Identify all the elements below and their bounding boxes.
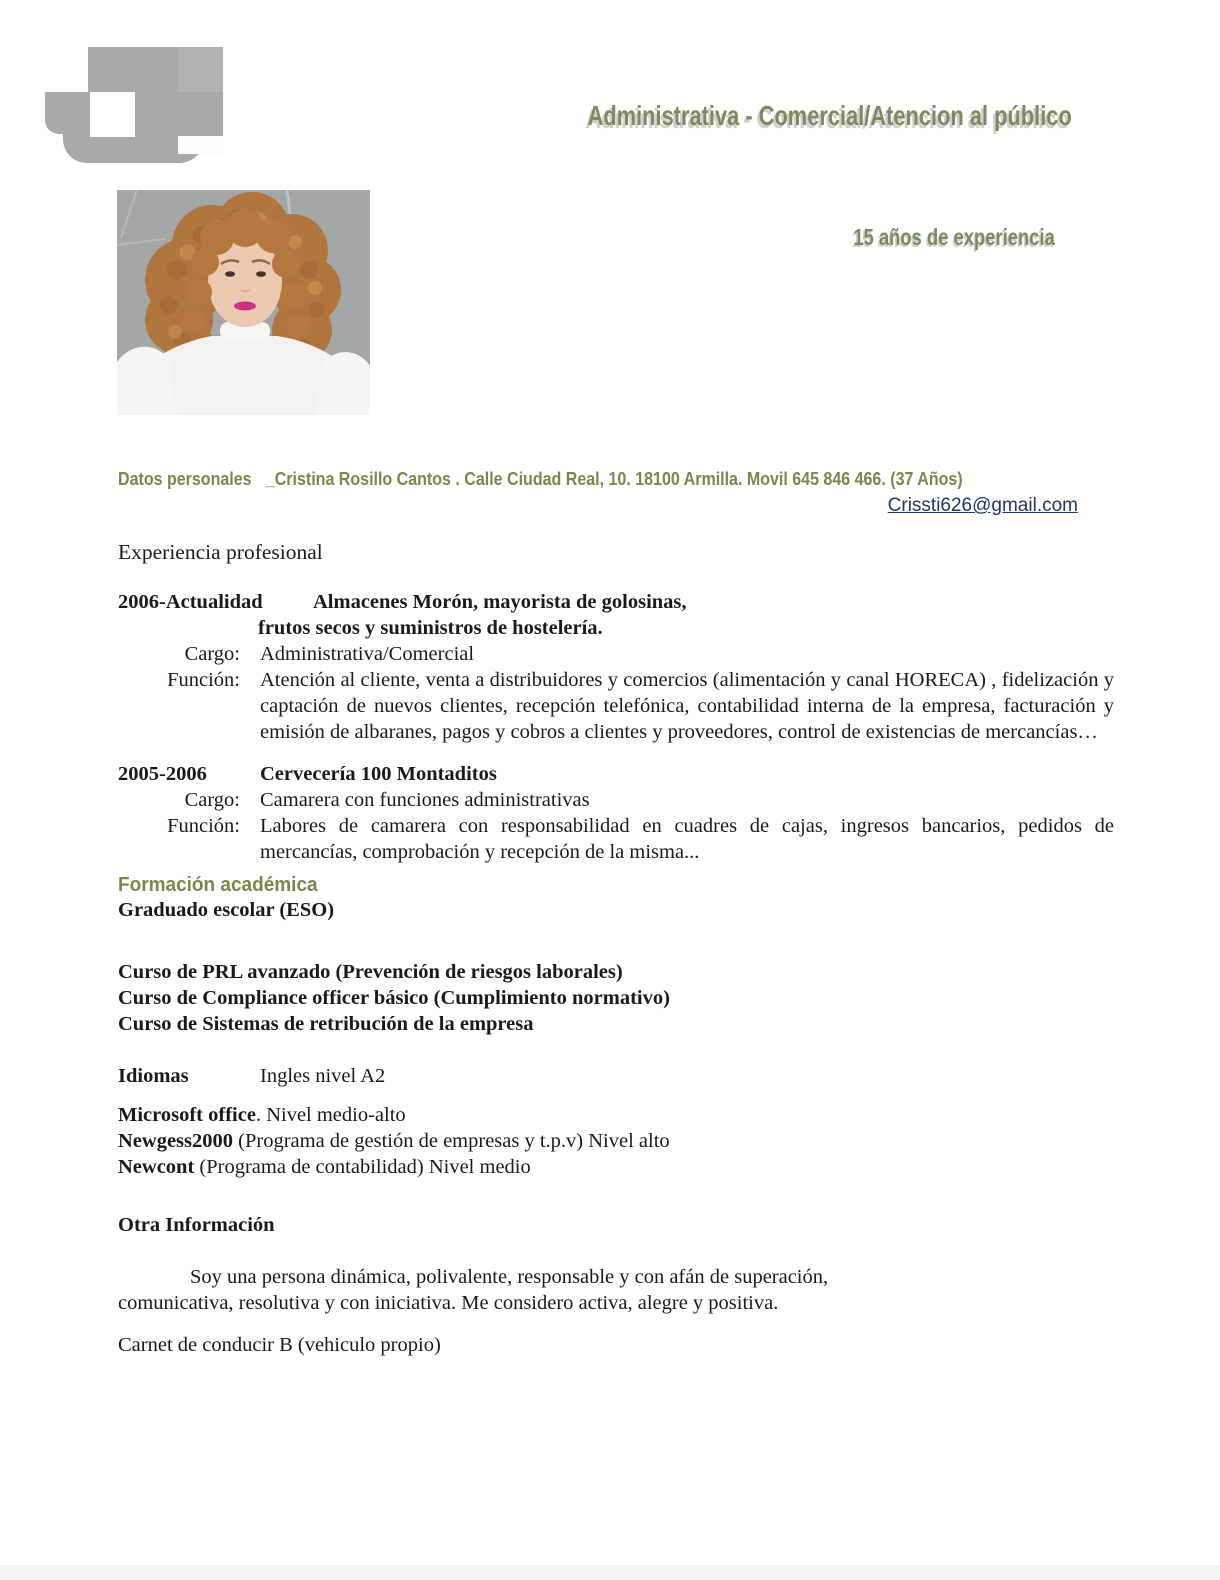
- job1-funcion-value: Atención al cliente, venta a distribuidores y comercios (alimentación y canal HORECA) , fidelización y captación de nuevos clientes, recepción telefónica, contabilidad interna de la empresa, facturación y emisión de albaranes, pagos y cobros a clientes y proveedores, control de existencias de mercancías…: [260, 669, 1114, 743]
- course-item: Curso de PRL avanzado (Prevención de riesgos laborales): [118, 961, 623, 983]
- driving-license-line: Carnet de conducir B (vehiculo propio): [118, 1334, 441, 1356]
- job2-funcion-value: Labores de camarera con responsabilidad en cuadres de cajas, ingresos bancarios, pedidos de mercancías, comprobación y recepción de la misma...: [260, 815, 1114, 863]
- job2-period: 2005-2006: [118, 763, 207, 785]
- experience-tagline: 15 años de experiencia: [853, 224, 1055, 250]
- software-item: [118, 1128, 1114, 1154]
- job1-company-line1: Almacenes Morón, mayorista de golosinas,: [313, 591, 687, 613]
- email-link[interactable]: Crissti626@gmail.com: [887, 495, 1078, 516]
- course-list: [118, 959, 1114, 1037]
- logo-shape-hole: [90, 92, 135, 137]
- software-name: Newcont: [118, 1156, 195, 1178]
- logo-shape-notch: [178, 136, 223, 154]
- footer-bar: [0, 1565, 1220, 1580]
- job1-cargo-value: Administrativa/Comercial: [260, 643, 475, 665]
- software-name: Newgess2000: [118, 1130, 234, 1152]
- languages-value: Ingles nivel A2: [260, 1065, 386, 1087]
- software-desc: (Programa de contabilidad) Nivel medio: [194, 1156, 531, 1178]
- software-item: [118, 1102, 1114, 1128]
- profile-photo-image: [117, 190, 370, 415]
- other-info-heading: Otra Información: [118, 1214, 275, 1236]
- education-heading: Formación académica: [118, 874, 318, 896]
- job2-funcion-label: Función:: [167, 815, 240, 837]
- languages-row: [118, 1063, 1114, 1089]
- logo-shape-topright: [178, 47, 223, 92]
- course-item: Curso de Compliance officer básico (Cumplimiento normativo): [118, 987, 670, 1009]
- software-desc: . Nivel medio-alto: [255, 1104, 406, 1126]
- about-line: comunicativa, resolutiva y con iniciativa. Me considero activa, alegre y positiva.: [118, 1292, 779, 1314]
- about-paragraph: [118, 1264, 1114, 1316]
- profile-photo: [117, 190, 370, 415]
- job2-company-line1: Cervecería 100 Montaditos: [260, 763, 497, 785]
- personal-data-label: Datos personales: [118, 469, 252, 489]
- job1-company-line2: frutos secos y suministros de hostelería.: [258, 617, 603, 639]
- personal-data-line: [118, 468, 1114, 490]
- software-list: [118, 1102, 1114, 1180]
- experience-heading: Experiencia profesional: [118, 540, 323, 564]
- education-degree: Graduado escolar (ESO): [118, 899, 335, 921]
- about-line: Soy una persona dinámica, polivalente, responsable y con afán de superación,: [190, 1266, 829, 1288]
- course-item: Curso de Sistemas de retribución de la empresa: [118, 1013, 534, 1035]
- personal-data-details: _Cristina Rosillo Cantos . Calle Ciudad Real, 10. 18100 Armilla. Movil 645 846 466. (37 Años): [265, 469, 963, 489]
- job1-cargo-label: Cargo:: [184, 643, 240, 665]
- software-name: Microsoft office: [118, 1104, 256, 1126]
- software-item: [118, 1154, 1114, 1180]
- job2-cargo-value: Camarera con funciones administrativas: [260, 789, 590, 811]
- page-title: Administrativa - Comercial/Atencion al público: [587, 100, 1072, 131]
- email-row: [118, 494, 1114, 517]
- job1-period: 2006-Actualidad: [118, 591, 263, 613]
- job-entry-2005: [118, 761, 1114, 865]
- job2-cargo-label: Cargo:: [184, 789, 240, 811]
- job1-funcion-label: Función:: [167, 669, 240, 691]
- software-desc: (Programa de gestión de empresas y t.p.v) Nivel alto: [233, 1130, 670, 1152]
- job-entry-2006: [118, 589, 1114, 745]
- languages-label: Idiomas: [118, 1065, 189, 1087]
- cv-body: [118, 468, 1114, 1358]
